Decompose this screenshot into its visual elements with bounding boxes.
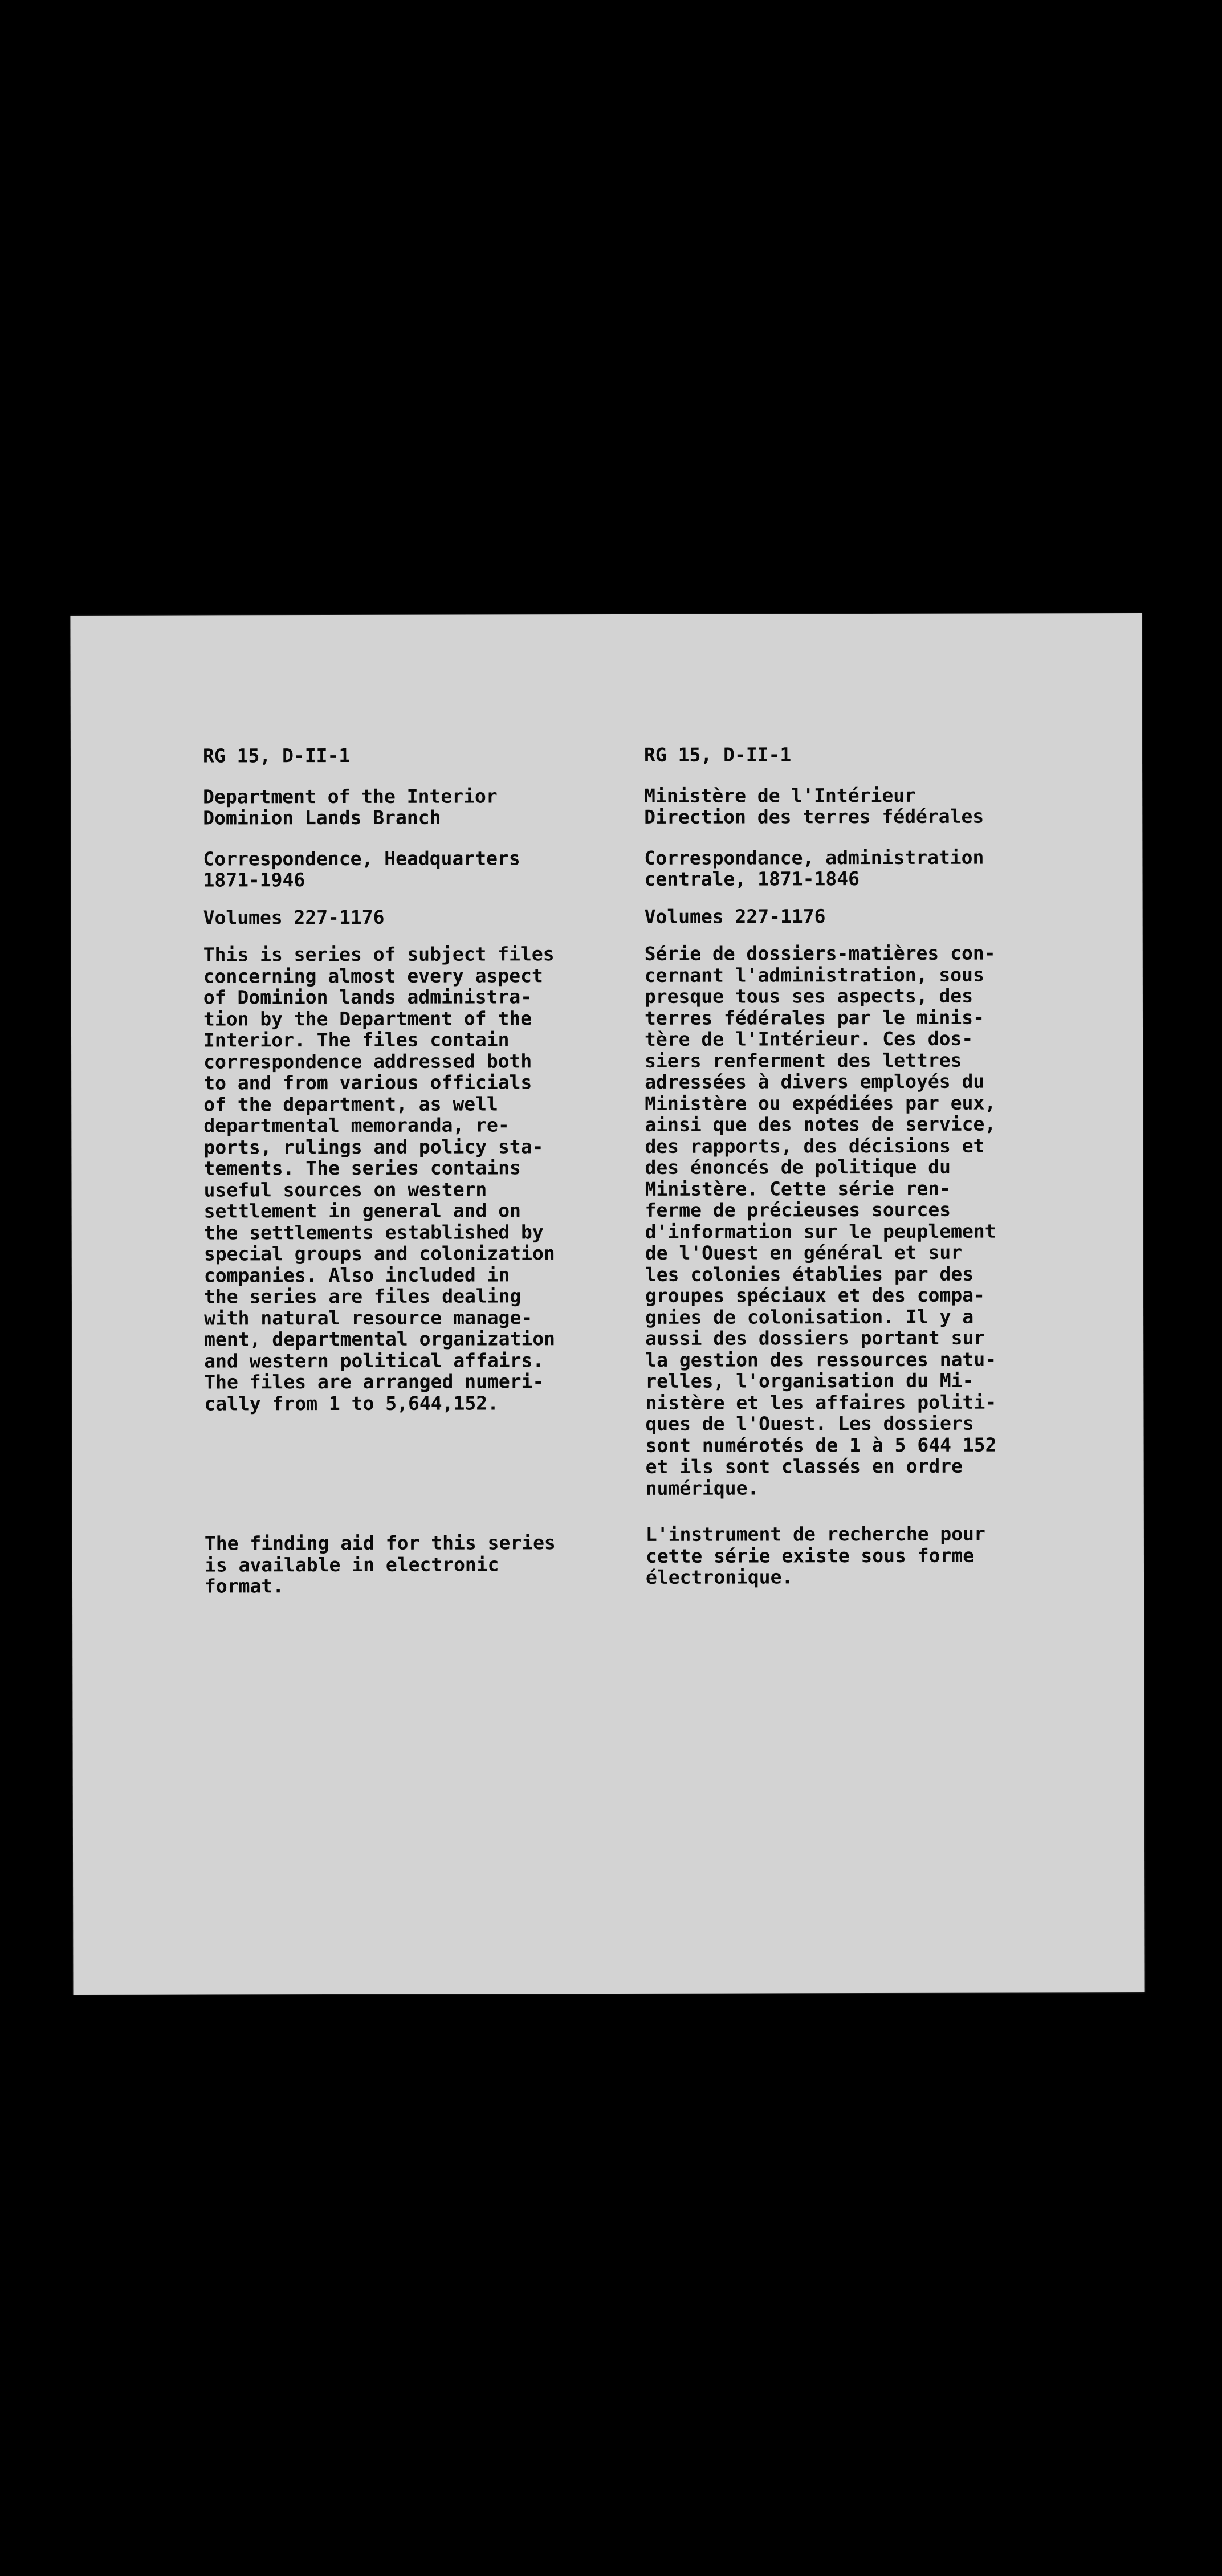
volumes-range-fr: Volumes 227-1176 [644, 904, 826, 928]
english-column [203, 744, 598, 1597]
french-column [644, 743, 1045, 1588]
series-description-fr: Série de dossiers-matières con- cernant l'administration, sous presque tous ses aspects, des terres fédérales par le minis- tère de l'Intérieur. Ces dos- siers renferment des lettres adressées à divers employés du Ministère ou expédiées par eux, ainsi que des notes de service, des rapports, des décisions et des énoncés de politique du Ministère. Cette série ren- ferme de précieuses sources d'information sur le peuplement de l'Ouest en général et sur les colonies établies par des groupes spéciaux et des compa- gnies de colonisation. Il y a aussi des dossiers portant sur la gestion des ressources natu- relles, l'organisation du Mi- nistère et les affaires politi- ques de l'Ouest. Les dossiers sont numérotés de 1 à 5 644 152 et ils sont classés en ordre numérique. [644, 941, 997, 1499]
department-name: Department of the Interior Dominion Lands Branch [203, 784, 498, 829]
series-description: This is series of subject files concerning almost every aspect of Dominion lands administra- tion by the Department of the Interior. The files contain correspondence addressed both to and from various officials of the department, as well departmental memoranda, re- ports, rulings and policy sta- tements. The series contains useful sources on western settlement in general and on the settlements established by special groups and colonization companies. Also included in the series are files dealing with natural resource manage- ment, departmental organization and western political affairs. The files are arranged numeri- cally from 1 to 5,644,152. [203, 943, 556, 1415]
reference-code: RG 15, D-II-1 [202, 744, 351, 767]
finding-aid-note: The finding aid for this series is available in electronic format. [204, 1531, 556, 1597]
finding-aid-note-fr: L'instrument de recherche pour cette série existe sous forme électronique. [645, 1522, 985, 1588]
department-name-fr: Ministère de l'Intérieur Direction des terres fédérales [644, 784, 984, 828]
series-title-fr: Correspondance, administration centrale, 1871-1846 [644, 846, 984, 890]
document-page [70, 613, 1144, 1995]
volumes-range: Volumes 227-1176 [203, 906, 385, 928]
reference-code-fr: RG 15, D-II-1 [643, 743, 792, 766]
series-title: Correspondence, Headquarters 1871-1946 [203, 846, 520, 891]
